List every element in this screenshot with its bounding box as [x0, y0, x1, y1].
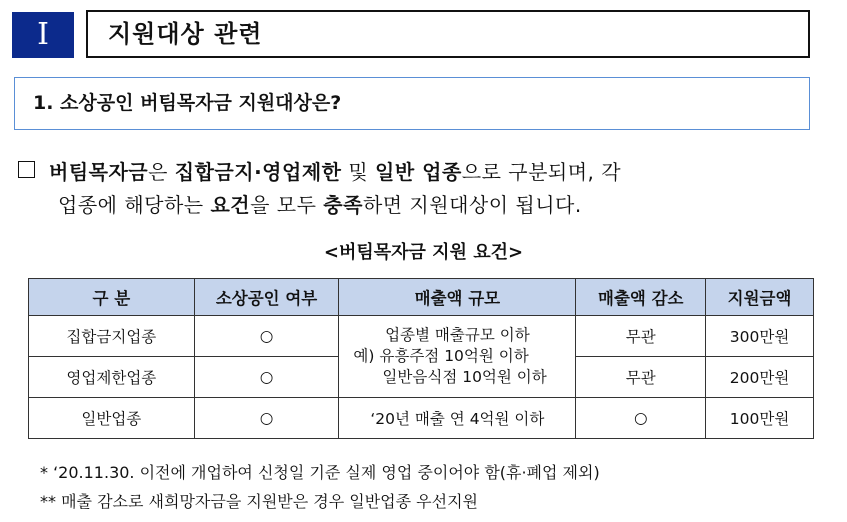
- header-small-business: 소상공인 여부: [194, 279, 339, 316]
- support-requirements-table: [28, 278, 814, 439]
- cell-sales-decrease: ○: [576, 398, 706, 439]
- footnotes: [40, 458, 600, 516]
- term-satisfy: 충족: [323, 193, 363, 217]
- table-caption: <버팀목자금 지원 요건>: [323, 242, 524, 263]
- cell-small-business: ○: [194, 316, 339, 357]
- table-row: [29, 316, 814, 357]
- term-general-industry: 일반 업종: [375, 160, 462, 184]
- cell-small-business: ○: [194, 398, 339, 439]
- paragraph-text: 및: [341, 160, 376, 184]
- cell-category: 집합금지업종: [29, 316, 195, 357]
- term-ban-restriction: 집합금지·영업제한: [174, 160, 342, 184]
- cell-amount: 300만원: [706, 316, 814, 357]
- cell-sales-decrease: 무관: [576, 357, 706, 398]
- section-header: [8, 10, 812, 60]
- section-title: 지원대상 관련: [108, 20, 263, 48]
- paragraph-text: 하면 지원대상이 됩니다.: [362, 193, 582, 217]
- cell-sales-decrease: 무관: [576, 316, 706, 357]
- paragraph-text: 을 모두: [250, 193, 324, 217]
- footnote-1: * ‘20.11.30. 이전에 개업하여 신청일 기준 실제 영업 중이어야 함(휴·폐업 제외): [40, 463, 600, 482]
- header-sales-decrease: 매출액 감소: [576, 279, 706, 316]
- sales-scale-line: 일반음식점 10억원 이하: [382, 368, 547, 386]
- checkbox-bullet-icon: [18, 161, 35, 178]
- cell-sales-scale-merged: [339, 316, 576, 398]
- paragraph-text: 으로 구분되며, 각: [461, 160, 622, 184]
- sales-scale-line: 업종별 매출규모 이하: [385, 326, 530, 344]
- paragraph-line-1: [18, 156, 818, 189]
- cell-amount: 100만원: [706, 398, 814, 439]
- section-title-box: [86, 10, 810, 58]
- cell-small-business: ○: [194, 357, 339, 398]
- section-number: Ⅰ: [12, 12, 74, 58]
- sales-scale-line: 예) 유흥주점 10억원 이하: [353, 347, 529, 365]
- question-text: 1. 소상공인 버팀목자금 지원대상은?: [33, 92, 342, 114]
- header-category: 구 분: [29, 279, 195, 316]
- table-row: [29, 398, 814, 439]
- header-amount: 지원금액: [706, 279, 814, 316]
- question-box: [14, 77, 810, 130]
- term-requirements: 요건: [210, 193, 251, 217]
- paragraph-line-2: [18, 189, 818, 222]
- description-paragraph: [18, 156, 818, 222]
- cell-category: 일반업종: [29, 398, 195, 439]
- paragraph-text: 은: [148, 160, 175, 184]
- cell-category: 영업제한업종: [29, 357, 195, 398]
- header-sales-scale: 매출액 규모: [339, 279, 576, 316]
- table-header-row: [29, 279, 814, 316]
- cell-sales-scale: ‘20년 매출 연 4억원 이하: [339, 398, 576, 439]
- cell-amount: 200만원: [706, 357, 814, 398]
- paragraph-text: 업종에 해당하는: [58, 193, 211, 217]
- footnote-2: ** 매출 감소로 새희망자금을 지원받은 경우 일반업종 우선지원: [40, 492, 479, 511]
- term-relief-fund: 버팀목자금: [49, 160, 149, 184]
